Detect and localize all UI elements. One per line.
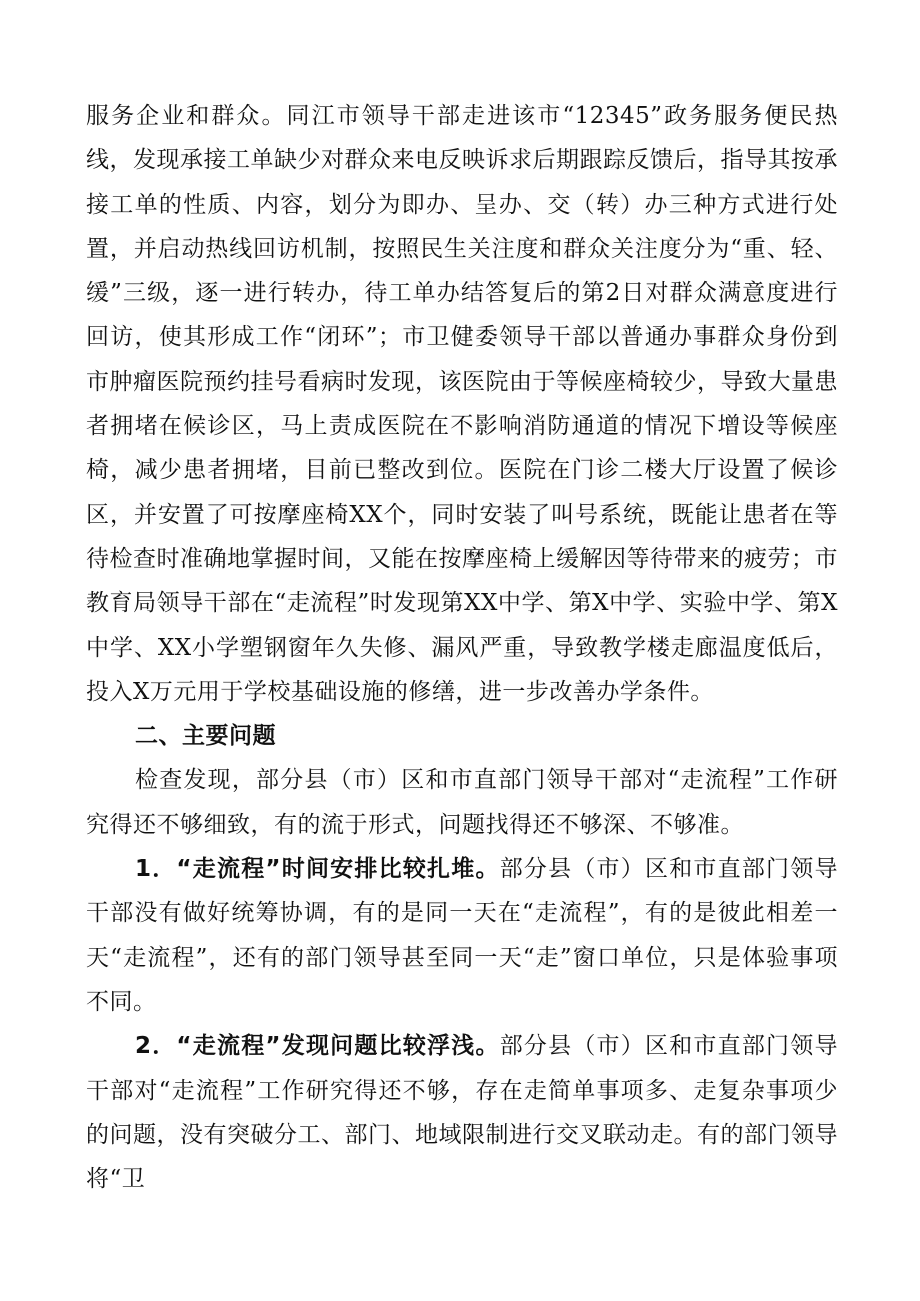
paragraph-intro: 检查发现，部分县（市）区和市直部门领导干部对“走流程”工作研究得还不够细致，有的流于形式，问题找得还不够深、不够准。	[86, 767, 838, 838]
paragraph-continued: 服务企业和群众。同江市领导干部走进该市“12345”政务服务便民热线，发现承接工单缺少对群众来电反映诉求后期跟踪反馈后，指导其按承接工单的性质、内容，划分为即办、呈办、交（转）办三种方式进行处置，并启动热线回访机制，按照民生关注度和群众关注度分为“重、轻、缓”三级，逐一进行转办，待工单办结答复后的第2日对群众满意度进行回访，使其形成工作“闭环”；市卫健委领导干部以普通办事群众身份到市肿瘤医院预约挂号看病时发现，该医院由于等候座椅较少，导致大量患者拥堵在候诊区，马上责成医院在不影响消防通道的情况下增设等候座椅，减少患者拥堵，目前已整改到位。医院在门诊二楼大厅设置了候诊区，并安置了可按摩座椅XX个，同时安装了叫号系统，既能让患者在等待检查时准确地掌握时间，又能在按摩座椅上缓解因等待带来的疲劳；市教育局领导干部在“走流程”时发现第XX中学、第X中学、实验中学、第X中学、XX小学塑钢窗年久失修、漏风严重，导致教学楼走廊温度低后，投入X万元用于学校基础设施的修缮，进一步改善办学条件。	[86, 103, 838, 705]
list-item-1	[86, 847, 838, 1024]
list-item-1-body: 部分县（市）区和市直部门领导干部没有做好统筹协调，有的是同一天在“走流程”，有的是彼此相差一天“走流程”，还有的部门领导甚至同一天“走”窗口单位，只是体验事项不同。	[86, 856, 838, 1015]
list-item-2-body: 部分县（市）区和市直部门领导干部对“走流程”工作研究得还不够，存在走简单事项多、走复杂事项少的问题，没有突破分工、部门、地域限制进行交叉联动走。有的部门领导将“卫	[86, 1033, 838, 1193]
list-item-1-lead: 1．“走流程”时间安排比较扎堆。	[135, 856, 500, 883]
list-item-2	[86, 1024, 838, 1201]
list-item-2-lead: 2．“走流程”发现问题比较浮浅。	[135, 1033, 500, 1060]
document-body	[86, 94, 838, 1201]
section-heading: 二、主要问题	[135, 723, 276, 750]
